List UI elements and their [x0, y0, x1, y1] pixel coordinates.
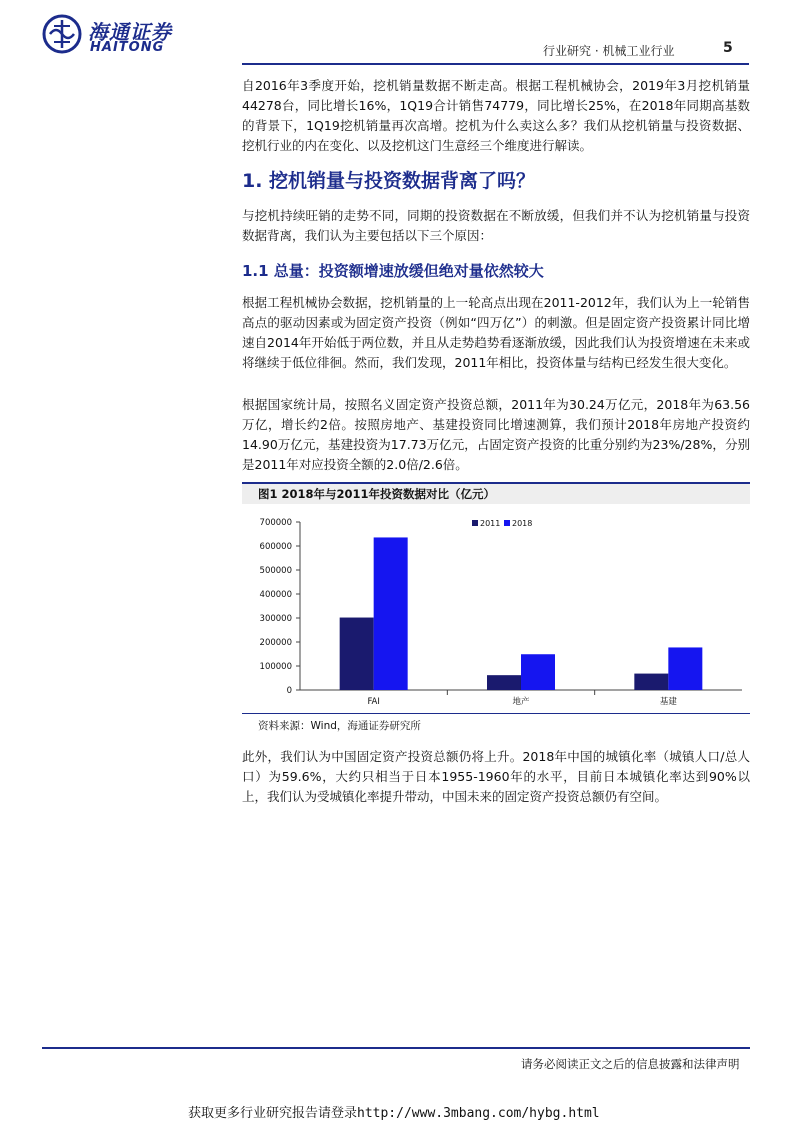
haitong-logo-icon: [42, 14, 82, 54]
legend-swatch-2018: [504, 520, 510, 526]
investment-bar-chart: [242, 506, 750, 711]
y-tick-label: 300000: [259, 614, 292, 624]
bar-2011-2: [634, 674, 668, 690]
figure-bottom-divider: [242, 713, 750, 714]
y-tick-label: 700000: [259, 518, 292, 528]
legend-swatch-2011: [472, 520, 478, 526]
logo-text-cn: 海通证券: [88, 20, 172, 44]
page-header: [0, 0, 793, 66]
watermark-link[interactable]: 获取更多行业研究报告请登录http://www.3mbang.com/hybg.html: [188, 1106, 600, 1121]
header-divider: [242, 63, 749, 65]
bar-2018-0: [374, 537, 408, 690]
section-1-1-heading: 1.1 总量：投资额增速放缓但绝对量依然较大: [242, 262, 544, 280]
section-1-heading: 1. 挖机销量与投资数据背离了吗？: [242, 170, 536, 192]
y-tick-label: 100000: [259, 662, 292, 672]
paragraph-urbanization: 此外，我们认为中国固定资产投资总额仍将上升。2018年中国的城镇化率（城镇人口/总人口）为59.6%，大约只相当于日本1955-1960年的水平，目前日本城镇化率达到90%以上，我们认为受城镇化率提升带动，中国未来的固定资产投资总额仍有空间。: [242, 749, 750, 804]
section-1-paragraph: 与挖机持续旺销的走势不同，同期的投资数据在不断放缓，但我们并不认为挖机销量与投资数据背离，我们认为主要包括以下三个原因：: [242, 208, 750, 243]
x-tick-label: FAI: [367, 697, 380, 707]
y-tick-label: 500000: [259, 566, 292, 576]
page-number: 5: [723, 40, 733, 56]
y-tick-label: 400000: [259, 590, 292, 600]
paragraph-drivers: 根据工程机械协会数据，挖机销量的上一轮高点出现在2011-2012年，我们认为上一轮销售高点的驱动因素或为固定资产投资（例如“四万亿”）的刺激。但是固定资产投资累计同比增速自2014年开始低于两位数，并且从走势趋势看逐渐放缓，因此我们认为投资增速在未来或将继续于低位徘徊。然而，我们发现，2011年相比，投资体量与结构已经发生很大变化。: [242, 295, 750, 370]
bar-2018-1: [521, 654, 555, 690]
y-tick-label: 600000: [259, 542, 292, 552]
legend-label-2011: 2011: [480, 519, 501, 528]
figure-title: 图1 2018年与2011年投资数据对比（亿元）: [258, 487, 496, 501]
y-tick-label: 200000: [259, 638, 292, 648]
bar-2018-2: [668, 647, 702, 690]
y-tick-label: 0: [286, 686, 292, 696]
footer-disclaimer: 请务必阅读正文之后的信息披露和法律声明: [521, 1057, 740, 1071]
paragraph-statistics: 根据国家统计局，按照名义固定资产投资总额，2011年为30.24万亿元，2018年为63.56万亿，增长约2倍。按照房地产、基建投资同比增速测算，我们预计2018年房地产投资约14.90万亿元，基建投资为17.73万亿元，占固定资产投资的比重分别约为23%/28%，分别是2011年对应投资全额的2.0倍/2.6倍。: [242, 397, 750, 472]
figure-source: 资料来源：Wind，海通证券研究所: [258, 720, 421, 732]
header-subtitle: 行业研究 · 机械工业行业: [543, 44, 675, 58]
footer-divider: [42, 1047, 750, 1049]
intro-paragraph: 自2016年3季度开始，挖机销量数据不断走高。根据工程机械协会，2019年3月挖机销量44278台，同比增长16%，1Q19合计销售74779，同比增长25%，在2018年同期高基数的背景下，1Q19挖机销量再次高增。挖机为什么卖这么多？我们从挖机销量与投资数据、挖机行业的内在变化、以及挖机这门生意经三个维度进行解读。: [242, 78, 750, 153]
bar-2011-0: [340, 618, 374, 690]
x-tick-label: 基建: [659, 697, 677, 707]
x-tick-label: 地产: [512, 697, 530, 707]
legend-label-2018: 2018: [512, 519, 533, 528]
logo-text-en: HAITONG: [90, 40, 165, 55]
bar-2011-1: [487, 675, 521, 690]
